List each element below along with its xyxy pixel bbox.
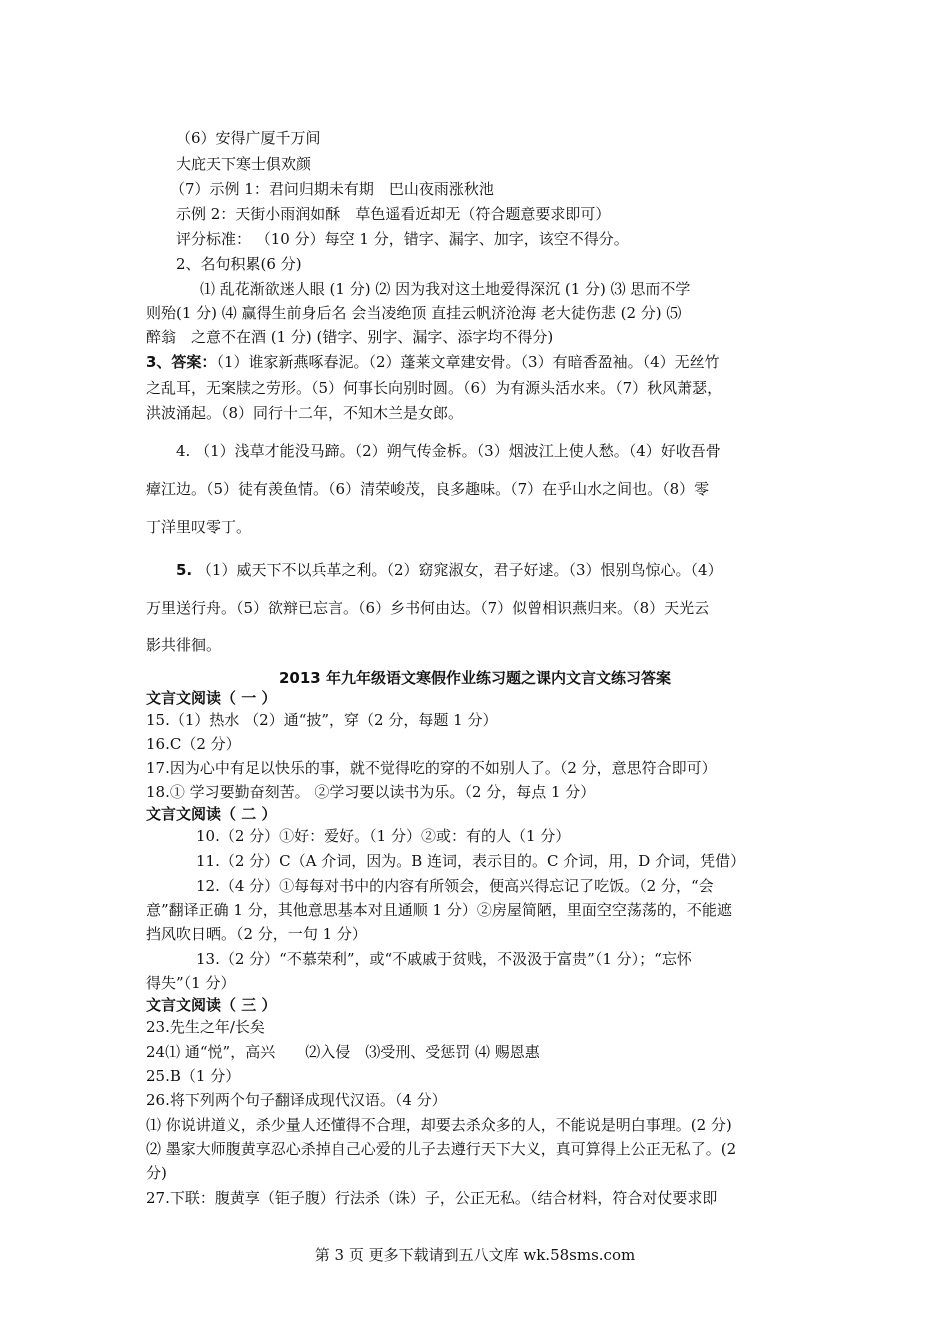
text-line: 洪波涌起。（8）同行十二年，不知木兰是女郎。: [146, 404, 464, 422]
text-line: 之乱耳，无案牍之劳形。（5）何事长向别时圆。（6）为有源头活水来。（7）秋风萧瑟，: [146, 379, 723, 397]
text-line: （6）安得广厦千万间: [176, 129, 321, 147]
text-line: [146, 351, 720, 373]
section-title: 2013 年九年级语文寒假作业练习题之课内文言文练习答案: [279, 669, 671, 687]
text-line: 评分标准： （10 分）每空 1 分，错字、漏字、加字，该空不得分。: [176, 230, 629, 248]
text-line: 得失”（1 分）: [146, 974, 236, 992]
text-line: 则殆(1 分) ⑷ 赢得生前身后名 会当凌绝顶 直挂云帆济沧海 老大徒伤悲 (2 分) ⑸: [146, 304, 682, 322]
text-line: 25.B（1 分）: [146, 1067, 241, 1085]
text-line: 16.C（2 分）: [146, 735, 241, 753]
text-line: 10.（2 分）①好：爱好。（1 分）②或：有的人（1 分）: [196, 827, 571, 845]
text-line: （7）示例 1：君问归期未有期 巴山夜雨涨秋池: [170, 180, 494, 198]
text-line: 26.将下列两个句子翻译成现代汉语。（4 分）: [146, 1091, 447, 1109]
text-line: ⑴ 乱花渐欲迷人眼 (1 分) ⑵ 因为我对这土地爱得深沉 (1 分) ⑶ 思而不学: [200, 280, 691, 298]
text-line: 12.（4 分）①每每对书中的内容有所领会，便高兴得忘记了吃饭。（2 分，“会: [196, 877, 714, 895]
section-heading: 文言文阅读（ 二 ）: [146, 805, 277, 823]
text-line: 分): [146, 1164, 167, 1182]
page-footer: 第 3 页 更多下载请到五八文库 wk.58sms.com: [314, 1246, 636, 1264]
text-line: 2、名句积累(6 分): [176, 255, 302, 273]
text-line: 醉翁 之意不在酒 (1 分) (错字、别字、漏字、添字均不得分): [146, 328, 554, 346]
text-line: 4. （1）浅草才能没马蹄。（2）朔气传金柝。（3）烟波江上使人愁。（4）好收吾骨: [176, 442, 721, 460]
text-line: 15.（1）热水 （2）通“披”，穿（2 分，每题 1 分）: [146, 711, 498, 729]
item-number: 5.: [176, 561, 193, 579]
text-line: 大庇天下寒士俱欢颜: [176, 155, 312, 173]
text-line: ⑴ 你说讲道义，杀少量人还懂得不合理，却要去杀众多的人，不能说是明白事理。(2 分): [146, 1116, 732, 1134]
text-line: 23.先生之年/长矣: [146, 1018, 265, 1036]
text-line: 丁洋里叹零丁。: [146, 518, 252, 536]
text-line: 18.① 学习要勤奋刻苦。 ②学习要以读书为乐。（2 分，每点 1 分）: [146, 783, 596, 801]
text-line: 11.（2 分）C（A 介词，因为。B 连词，表示目的。C 介词，用，D 介词，凭借）: [196, 852, 746, 870]
text-line: 17.因为心中有足以快乐的事，就不觉得吃的穿的不如别人了。（2 分，意思符合即可）: [146, 759, 717, 777]
text-line: 意”翻译正确 1 分，其他意思基本对且通顺 1 分）②房屋简陋，里面空空荡荡的，不能遮: [146, 901, 732, 919]
answer-label: 3、答案：: [146, 353, 217, 371]
answer-text: （1）谁家新燕啄春泥。（2）蓬莱文章建安骨。（3）有暗香盈袖。（4）无丝竹: [216, 353, 720, 371]
text-line: 挡风吹日晒。（2 分，一句 1 分）: [146, 925, 367, 943]
item-text: （1）威天下不以兵革之利。（2）窈窕淑女，君子好逑。（3）恨别鸟惊心。（4）: [196, 561, 723, 579]
text-line: 24⑴ 通“悦”，高兴 ⑵入侵 ⑶受刑、受惩罚 ⑷ 赐恩惠: [146, 1043, 540, 1061]
text-line: 瘴江边。（5）徒有羡鱼情。（6）清荣峻茂，良多趣味。（7）在乎山水之间也。（8）零: [146, 480, 710, 498]
text-line: 27.下联：腹黄享（钜子腹）行法杀（诛）子，公正无私。（结合材料，符合对仗要求即: [146, 1189, 718, 1207]
text-line: 示例 2：天街小雨润如酥 草色遥看近却无（符合题意要求即可）: [176, 205, 611, 223]
text-line: [176, 559, 723, 581]
section-heading: 文言文阅读（ 三 ）: [146, 996, 277, 1014]
text-line: 影共徘徊。: [146, 636, 222, 654]
section-heading: 文言文阅读（ 一 ）: [146, 689, 277, 707]
text-line: 万里送行舟。（5）欲辩已忘言。（6）乡书何由达。（7）似曾相识燕归来。（8）天光云: [146, 599, 710, 617]
text-line: 13.（2 分）“不慕荣利”，或“不戚戚于贫贱，不汲汲于富贵”（1 分）；“忘怀: [196, 950, 692, 968]
text-line: ⑵ 墨家大师腹黄享忍心杀掉自己心爱的儿子去遵行天下大义，真可算得上公正无私了。(2: [146, 1140, 737, 1158]
